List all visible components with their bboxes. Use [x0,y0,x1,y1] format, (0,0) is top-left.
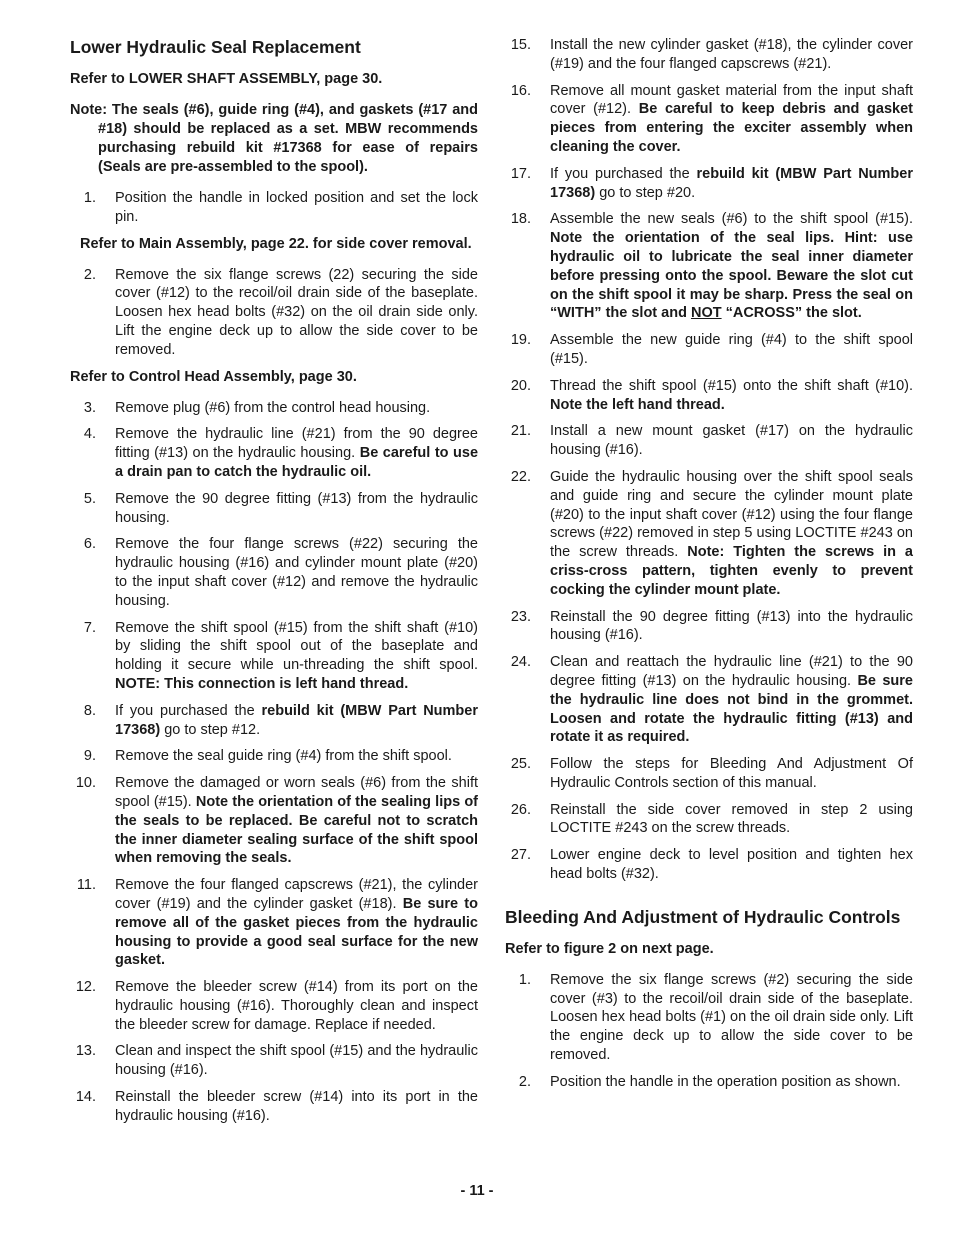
step-2: 2. Remove the six flange screws (22) securing the side cover (#12) to the recoil/oil drain side of the baseplate. Loosen hex head bolts (#32) on the oil drain side only. Lift the engine deck up to allow the side cover to be removed. [83,266,478,358]
step-6: 6. Remove the four flange screws (#22) securing the hydraulic housing (#16) and cylinder mount plate (#20) to the input shaft cover (#12) and remove the hydraulic housing. [83,536,478,609]
bleeding-step-2: 2. Position the handle in the operation position as shown. [518,1073,901,1090]
step-14: 14. Reinstall the bleeder screw (#14) into its port in the hydraulic housing (#16). [75,1089,478,1124]
step-12: 12. Remove the bleeder screw (#14) from its port on the hydraulic housing (#16). Thoroughly clean and inspect the bleeder screw for damage. Replace if needed. [75,979,478,1033]
step-11: 11. Remove the four flanged capscrews (#21), the cylinder cover (#19) and the cylinder gasket (#18). Be sure to remove all of the gasket pieces from the hydraulic housing to provide a good seal surface for the new gasket. [76,877,478,969]
reference-figure-2: Refer to figure 2 on next page. [505,940,714,957]
step-13: 13. Clean and inspect the shift spool (#15) and the hydraulic housing (#16). [75,1043,478,1079]
step-15: 15. Install the new cylinder gasket (#18), the cylinder cover (#19) and the four flanged capscrews (#21). [510,37,913,72]
step-3: 3. Remove plug (#6) from the control head housing. [83,399,431,416]
page-number: - 11 - [460,1183,494,1199]
right-column [505,36,913,1100]
step-9: 9. Remove the seal guide ring (#4) from the shift spool. [83,748,452,765]
step-4: 4. Remove the hydraulic line (#21) from the 90 degree fitting (#13) on the hydraulic housing. Be careful to use a drain pan to catch the hydraulic oil. [83,426,479,480]
note-rebuild-kit: Note: The seals (#6), guide ring (#4), and gaskets (#17 and #18) should be replaced as a set. MBW recommends purchasing rebuild kit #17368 for ease of repairs (Seals are pre-assembled to the spool). [70,102,478,175]
step-16: 16. Remove all mount gasket material from the input shaft cover (#12). Be careful to keep debris and gasket pieces from entering the exciter assembly when cleaning the cover. [510,82,913,155]
left-column [70,36,478,1134]
step-25: 25. Follow the steps for Bleeding And Adjustment Of Hydraulic Controls section of this manual. [510,756,913,791]
step-17: 17. If you purchased the rebuild kit (MBW Part Number 17368) go to step #20. [510,165,913,201]
step-26: 26. Reinstall the side cover removed in step 2 using LOCTITE #243 on the screw threads. [510,801,913,837]
step-1: 1. Position the handle in locked position and set the lock pin. [83,190,478,225]
bleeding-step-1: 1. Remove the six flange screws (#2) securing the side cover (#3) to the recoil/oil drain side of the baseplate. Loosen hex head bolts (#1) on the oil drain side only. Lift the engine deck up to allow the side cover to be removed. [518,971,913,1064]
step-18: 18. Assemble the new seals (#6) to the shift spool (#15). Note the orientation of the seal lips. Hint: use hydraulic oil to lubricate the seal inner diameter before pressing onto the spool. Beware the slot cut on the shift spool it may be sharp. Press the seal on “WITH” the slot and NOT “ACROSS” the slot. [510,211,913,322]
step-10: 10. Remove the damaged or worn seals (#6) from the shift spool (#15). Note the orientation of the sealing lips of the seals to be replaced. Be careful not to scratch the inner diameter sealing surface of the shift spool when removing the seals. [75,775,479,867]
section-heading-lower-seal: Lower Hydraulic Seal Replacement [70,37,361,57]
step-22: 22. Guide the hydraulic housing over the shift spool seals and guide ring and secure the cylinder mount plate (#20) to the input shaft cover (#12) using the four flange screws (#22) removed in step 5 using LOCTITE #243 on the screw threads. Note: Tighten the screws in a criss-cross pattern, tighten evenly to prevent cocking the cylinder mount plate. [510,468,913,598]
step-19: 19. Assemble the new guide ring (#4) to the shift spool (#15). [510,332,913,367]
section-heading-bleeding: Bleeding And Adjustment of Hydraulic Controls [505,906,901,927]
step-7: 7. Remove the shift spool (#15) from the shift shaft (#10) by sliding the shift spool out of the baseplate and holding it secure while un-threading the shift spool. NOTE: This connection is left hand thread. [83,619,478,692]
step-20: 20. Thread the shift spool (#15) onto the shift shaft (#10). Note the left hand thread. [510,377,913,413]
reference-main-assembly: Refer to Main Assembly, page 22. for side cover removal. [80,235,472,252]
step-27: 27. Lower engine deck to level position and tighten hex head bolts (#32). [510,847,913,883]
step-5: 5. Remove the 90 degree fitting (#13) from the hydraulic housing. [83,490,478,526]
step-23: 23. Reinstall the 90 degree fitting (#13) into the hydraulic housing (#16). [510,608,913,644]
step-8: 8. If you purchased the rebuild kit (MBW Part Number 17368) go to step #12. [83,702,478,738]
reference-control-head: Refer to Control Head Assembly, page 30. [70,368,357,385]
step-24: 24. Clean and reattach the hydraulic line (#21) to the 90 degree fitting (#13) on the hydraulic housing. Be sure the hydraulic line does not bind in the grommet. Loosen and rotate the hydraulic fitting (#13) and rotate it as required. [510,654,913,746]
step-21: 21. Install a new mount gasket (#17) on the hydraulic housing (#16). [510,423,913,459]
reference-lower-shaft: Refer to LOWER SHAFT ASSEMBLY, page 30. [70,71,383,87]
